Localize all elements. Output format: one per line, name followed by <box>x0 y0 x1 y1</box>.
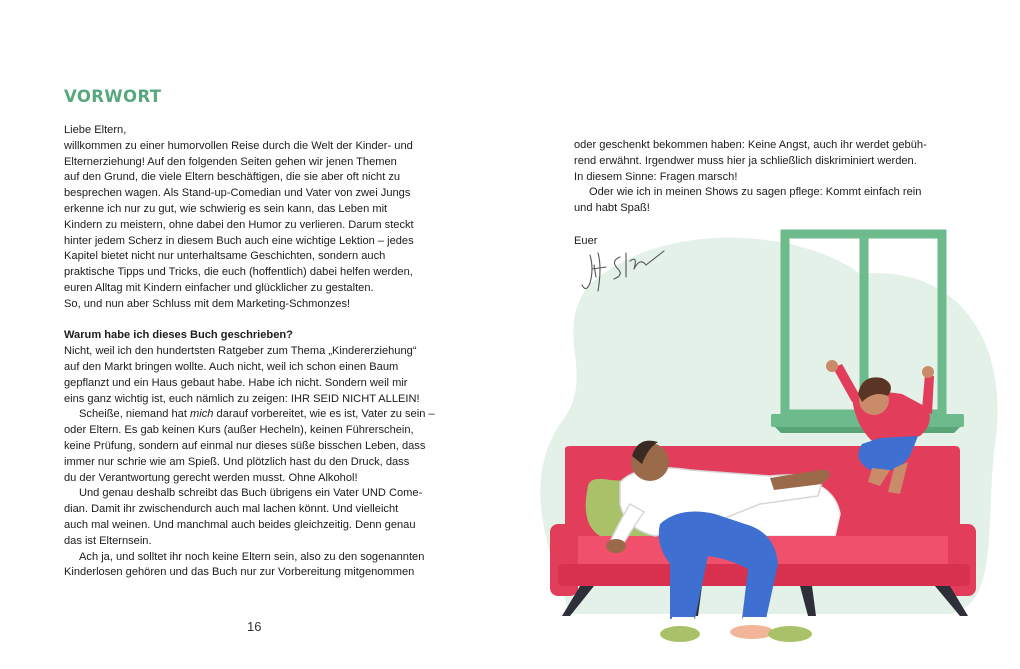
text-line: auf den Grund, die viele Eltern beschäftigen, die sie aber oft nicht zu <box>64 171 401 184</box>
text-line: oder Eltern. Es gab keinen Kurs (außer Hecheln), keinen Führerschein, <box>64 424 414 437</box>
signoff: Euer <box>574 235 598 247</box>
text-line: willkommen zu einer humorvollen Reise durch die Welt der Kinder- und <box>64 139 413 152</box>
text-line: Nicht, weil ich den hundertsten Ratgeber zum Thema „Kindererziehung“ <box>64 345 417 358</box>
text-line: praktische Tipps und Tricks, die euch (hoffentlich) dabei helfen werden, <box>64 266 413 279</box>
text-line: euren Alltag mit Kindern einfacher und glücklicher zu gestalten. <box>64 281 374 294</box>
text-line: Elternerziehung! Auf den folgenden Seiten gehen wir jenen Themen <box>64 155 397 168</box>
dad-slipper <box>768 626 812 642</box>
text-line: das ist Elternsein. <box>64 534 152 547</box>
text-line: Kinderlosen gehören und das Buch nur zur Vorbereitung mitgenommen <box>64 566 415 579</box>
text-line: In diesem Sinne: Fragen marsch! <box>574 170 738 183</box>
text-line: oder geschenkt bekommen haben: Keine Angst, auch ihr werdet gebüh- <box>574 139 927 151</box>
text-line: auf den Markt bringen wollte. Auch nicht, weil ich schon einen Baum <box>64 360 399 373</box>
text-line: besprechen wagen. Als Stand-up-Comedian und Vater von zwei Jungs <box>64 187 411 200</box>
handwritten-signature <box>580 243 670 298</box>
text-line: Ach ja, und solltet ihr noch keine Eltern sein, also zu den sogenannten <box>79 550 425 563</box>
kid-hand <box>922 366 934 378</box>
kid-hand <box>826 360 838 372</box>
text-line: immer nur schrie wie am Spieß. Und plötzlich hast du den Druck, dass <box>64 455 410 468</box>
text-line: du der Verantwortung gerecht werden musst. Ohne Alkohol! <box>64 471 358 484</box>
dad-hand <box>606 539 626 553</box>
text-line: dian. Damit ihr zwischendurch auch mal lachen könnt. Und vielleicht <box>64 503 399 516</box>
text-line: hinter jedem Scherz in diesem Buch auch eine wichtige Lektion – jedes <box>64 234 414 247</box>
text-line: erkenne ich nur zu gut, wie schwierig es sein kann, das Leben mit <box>64 202 388 215</box>
text-line: auch mal weinen. Und manchmal auch beides gleichzeitig. Denn genau <box>64 518 416 531</box>
text-line: Oder wie ich in meinen Shows zu sagen pflege: Kommt einfach rein <box>589 186 922 199</box>
left-body-text <box>64 123 454 581</box>
text-line-emphasis <box>64 407 454 423</box>
text-line: Kapitel bietet nicht nur unterhaltsame Geschichten, sondern auch <box>64 250 386 263</box>
dad-slipper <box>660 626 700 642</box>
text-fragment: Scheiße, niemand hat <box>79 408 191 421</box>
text-line: So, und nun aber Schluss mit dem Marketing-Schmonzes! <box>64 297 351 310</box>
text-line: Und genau deshalb schreibt das Buch übrigens ein Vater UND Come- <box>79 487 423 500</box>
text-line: eins ganz wichtig ist, euch nämlich zu zeigen: IHR SEID NICHT ALLEIN! <box>64 392 420 405</box>
emphasized-word: mich <box>190 408 214 421</box>
text-line: und habt Spaß! <box>574 202 650 215</box>
text-line: gepflanzt und ein Haus gebaut habe. Habe ich nicht. Sondern weil mir <box>64 376 408 389</box>
right-page <box>510 0 1020 669</box>
page-number: 16 <box>247 619 262 634</box>
section-subheading: Warum habe ich dieses Buch geschrieben? <box>64 329 293 342</box>
right-body-text <box>574 138 974 217</box>
chapter-heading: VORWORT <box>64 87 162 106</box>
dad-foot <box>730 625 774 639</box>
text-line: keine Prüfung, sondern auf einmal nur dieses süße bisschen Leben, dass <box>64 439 426 452</box>
paragraph-gap <box>64 313 454 329</box>
text-line: Kindern zu meistern, ohne dabei den Humor zu verlieren. Darum steckt <box>64 218 414 231</box>
text-fragment: darauf vorbereitet, wie es ist, Vater zu sein – <box>213 408 435 421</box>
text-line: rend erwähnt. Irgendwer muss hier ja schließlich diskriminiert werden. <box>574 154 917 167</box>
text-line: Liebe Eltern, <box>64 124 127 136</box>
